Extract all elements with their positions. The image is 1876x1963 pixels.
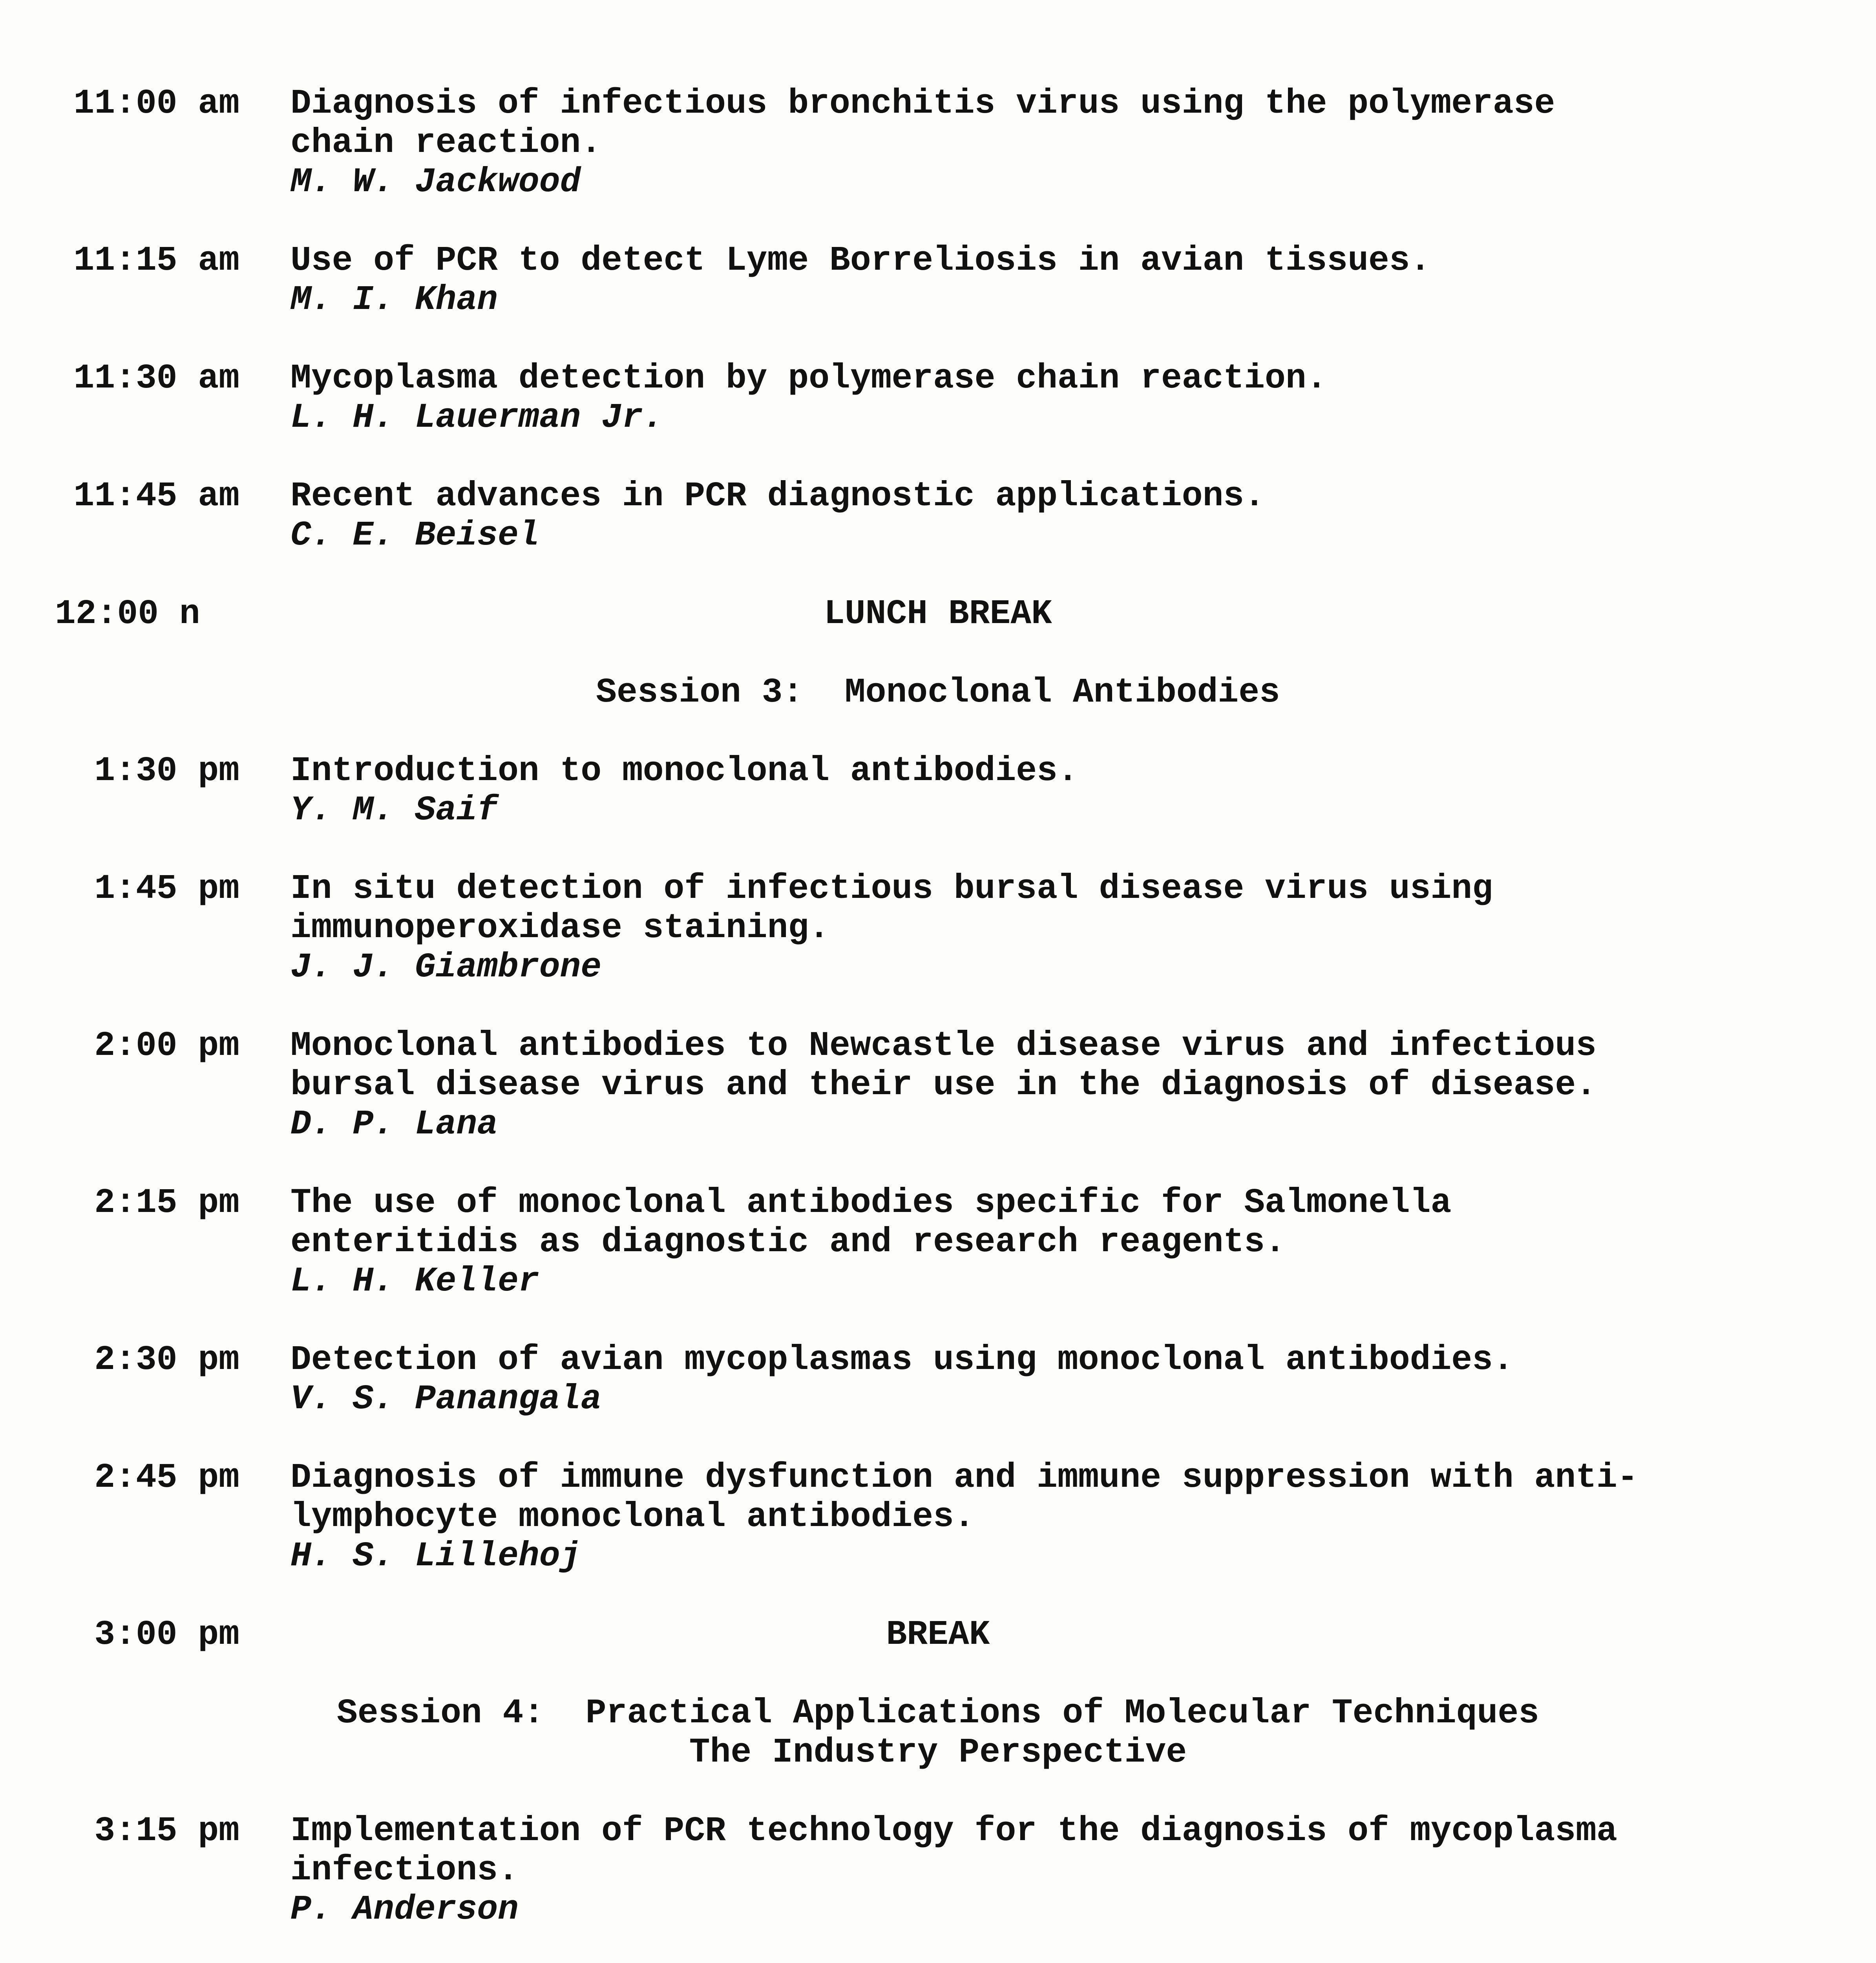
entry-time: 11:15 am — [73, 241, 239, 280]
entry-author: L. H. Keller — [290, 1262, 539, 1301]
entry-title: chain reaction. — [290, 124, 602, 163]
entry-time: 1:45 pm — [94, 870, 239, 908]
entry-title: immunoperoxidase staining. — [290, 909, 830, 948]
entry-author: J. J. Giambrone — [290, 948, 602, 987]
entry-title: infections. — [290, 1851, 519, 1890]
lunch-break-label: LUNCH BREAK — [824, 595, 1052, 634]
entry-title: Diagnosis of immune dysfunction and immune suppression with anti- — [290, 1459, 1638, 1497]
break-time: 3:00 pm — [94, 1616, 239, 1654]
entry-title: Monoclonal antibodies to Newcastle disease virus and infectious — [290, 1027, 1597, 1066]
entry-title: In situ detection of infectious bursal disease virus using — [290, 870, 1493, 908]
entry-title: lymphocyte monoclonal antibodies. — [290, 1498, 975, 1537]
entry-author: H. S. Lillehoj — [290, 1537, 581, 1576]
entry-time: 2:15 pm — [94, 1184, 239, 1223]
entry-title: Implementation of PCR technology for the diagnosis of mycoplasma — [290, 1812, 1617, 1851]
entry-author: M. I. Khan — [290, 281, 498, 320]
entry-title: enteritidis as diagnostic and research reagents. — [290, 1223, 1286, 1262]
entry-author: V. S. Panangala — [290, 1380, 602, 1419]
entry-title: Recent advances in PCR diagnostic applications. — [290, 477, 1265, 516]
entry-title: Introduction to monoclonal antibodies. — [290, 752, 1078, 791]
entry-time: 2:00 pm — [94, 1027, 239, 1066]
entry-author: Y. M. Saif — [290, 791, 498, 830]
entry-author: P. Anderson — [290, 1890, 519, 1929]
entry-author: C. E. Beisel — [290, 516, 539, 555]
break-label: BREAK — [886, 1616, 990, 1654]
entry-title: Mycoplasma detection by polymerase chain reaction. — [290, 359, 1327, 398]
entry-time: 2:30 pm — [94, 1341, 239, 1380]
entry-title: The use of monoclonal antibodies specific for Salmonella — [290, 1184, 1452, 1223]
entry-time: 11:30 am — [73, 359, 239, 398]
lunch-time: 12:00 n — [55, 595, 200, 634]
entry-title: Use of PCR to detect Lyme Borreliosis in avian tissues. — [290, 241, 1431, 280]
entry-author: L. H. Lauerman Jr. — [290, 398, 664, 437]
entry-time: 11:00 am — [73, 84, 239, 123]
entry-title: bursal disease virus and their use in the diagnosis of disease. — [290, 1066, 1597, 1105]
session-4-title: Session 4: Practical Applications of Molecular Techniques — [337, 1694, 1539, 1733]
entry-time: 2:45 pm — [94, 1459, 239, 1497]
entry-author: D. P. Lana — [290, 1105, 498, 1144]
entry-title: Diagnosis of infectious bronchitis virus using the polymerase — [290, 84, 1555, 123]
entry-title: Detection of avian mycoplasmas using monoclonal antibodies. — [290, 1341, 1514, 1380]
entry-author: M. W. Jackwood — [290, 163, 581, 202]
session-4-subtitle: The Industry Perspective — [689, 1733, 1187, 1772]
session-3-title: Session 3: Monoclonal Antibodies — [596, 673, 1280, 712]
entry-time: 1:30 pm — [94, 752, 239, 791]
entry-time: 3:15 pm — [94, 1812, 239, 1851]
entry-time: 11:45 am — [73, 477, 239, 516]
